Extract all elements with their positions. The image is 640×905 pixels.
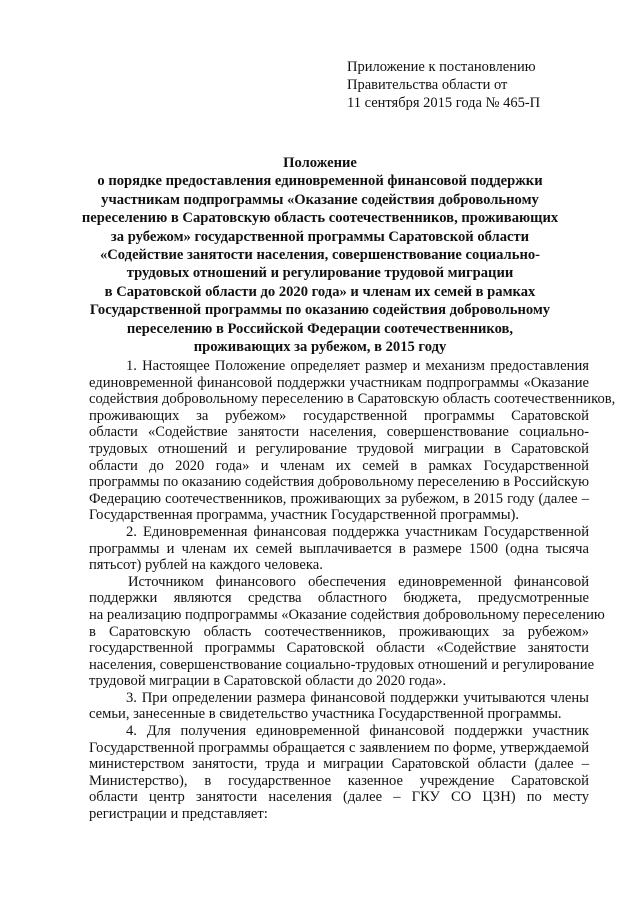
text-line: Федерацию соотечественников, проживающих за рубежом, в 2015 году (далее – xyxy=(89,490,589,507)
title-line: трудовых отношений и регулирование трудовой миграции xyxy=(126,265,514,282)
appendix-line: 11 сентября 2015 года № 465-П xyxy=(347,95,541,111)
text-line: трудовых отношений и регулирование трудовой миграции в Саратовской xyxy=(89,440,589,457)
text-line: трудовой миграции в Саратовской области до 2020 года». xyxy=(89,673,447,690)
text-line: 2. Единовременная финансовая поддержка участникам Государственной xyxy=(126,523,589,540)
text-line: населения, совершенствование социально-трудовых отношений и регулирование xyxy=(89,656,595,673)
title-line: переселению в Саратовскую область соотечественников, проживающих xyxy=(81,210,559,227)
text-line: Государственная программа, участник Государственной программы). xyxy=(89,507,520,524)
title-line: о порядке предоставления единовременной финансовой поддержки xyxy=(97,173,543,190)
text-line: семьи, занесенные в свидетельство участника Государственной программы. xyxy=(89,706,562,723)
title-line: в Саратовской области до 2020 года» и членам их семей в рамках xyxy=(104,283,536,300)
text-line: регистрации и представляет: xyxy=(89,806,268,823)
text-line: программы и членам их семей выплачивается в размере 1500 (одна тысяча xyxy=(89,540,589,557)
text-line: проживающих за рубежом» государственной программы Саратовской xyxy=(89,407,589,424)
text-line: в Саратовскую область соотечественников, проживающих за рубежом» xyxy=(89,623,589,640)
title-line: «Содействие занятости населения, совершенствование социально- xyxy=(99,247,541,264)
title-line: Государственной программы по оказанию содействия добровольному xyxy=(89,302,551,319)
paragraph-2 xyxy=(89,524,589,574)
appendix-header xyxy=(347,58,627,112)
text-line: министерством занятости, труда и миграции Саратовской области (далее – xyxy=(89,756,589,773)
text-line: Министерство), в государственное казенное учреждение Саратовской xyxy=(89,772,589,789)
text-line: 4. Для получения единовременной финансовой поддержки участник xyxy=(126,723,589,740)
text-line: области центр занятости населения (далее – ГКУ СО ЦЗН) по месту xyxy=(89,789,589,806)
paragraph-3 xyxy=(89,573,605,690)
text-line: программы по оказанию содействия добровольному переселению в Российскую xyxy=(89,474,590,491)
text-line: на реализацию подпрограммы «Оказание содействия добровольному переселению xyxy=(89,606,605,623)
appendix-line: Правительства области от xyxy=(347,77,508,93)
title-line: за рубежом» государственной программы Саратовской области xyxy=(110,228,530,245)
title-line: участникам подпрограммы «Оказание содействия добровольному xyxy=(101,191,539,208)
text-line: 1. Настоящее Положение определяет размер и механизм предоставления xyxy=(126,358,589,374)
text-line: области до 2020 года» и членам их семей в рамках Государственной xyxy=(89,457,589,474)
title-line: проживающих за рубежом, в 2015 году xyxy=(193,339,447,356)
text-line: содействия добровольному переселению в Саратовскую область соотечественников, xyxy=(89,391,616,408)
text-line: поддержки являются средства областного бюджета, предусмотренные xyxy=(89,590,589,607)
text-line: Государственной программы обращается с заявлением по форме, утверждаемой xyxy=(89,739,589,756)
paragraph-5 xyxy=(89,723,589,823)
appendix-line: Приложение к постановлению xyxy=(347,59,536,75)
text-line: 3. При определении размера финансовой поддержки учитываются члены xyxy=(126,689,589,706)
text-line: области «Содействие занятости населения, совершенствование социально- xyxy=(89,424,589,441)
title-line: Положение xyxy=(283,155,357,171)
paragraph-1 xyxy=(89,358,616,524)
text-line: государственной программы Саратовской области «Содействие занятости xyxy=(89,640,589,657)
paragraph-4 xyxy=(89,690,589,723)
text-line: единовременной финансовой поддержки участникам подпрограммы «Оказание xyxy=(89,374,589,391)
text-line: пятьсот) рублей на каждого человека. xyxy=(89,557,323,574)
title-line: переселению в Российской Федерации соотечественников, xyxy=(126,320,514,337)
text-line: Источником финансового обеспечения единовременной финансовой xyxy=(128,573,589,590)
document-body xyxy=(89,358,616,823)
document-title xyxy=(70,154,570,356)
